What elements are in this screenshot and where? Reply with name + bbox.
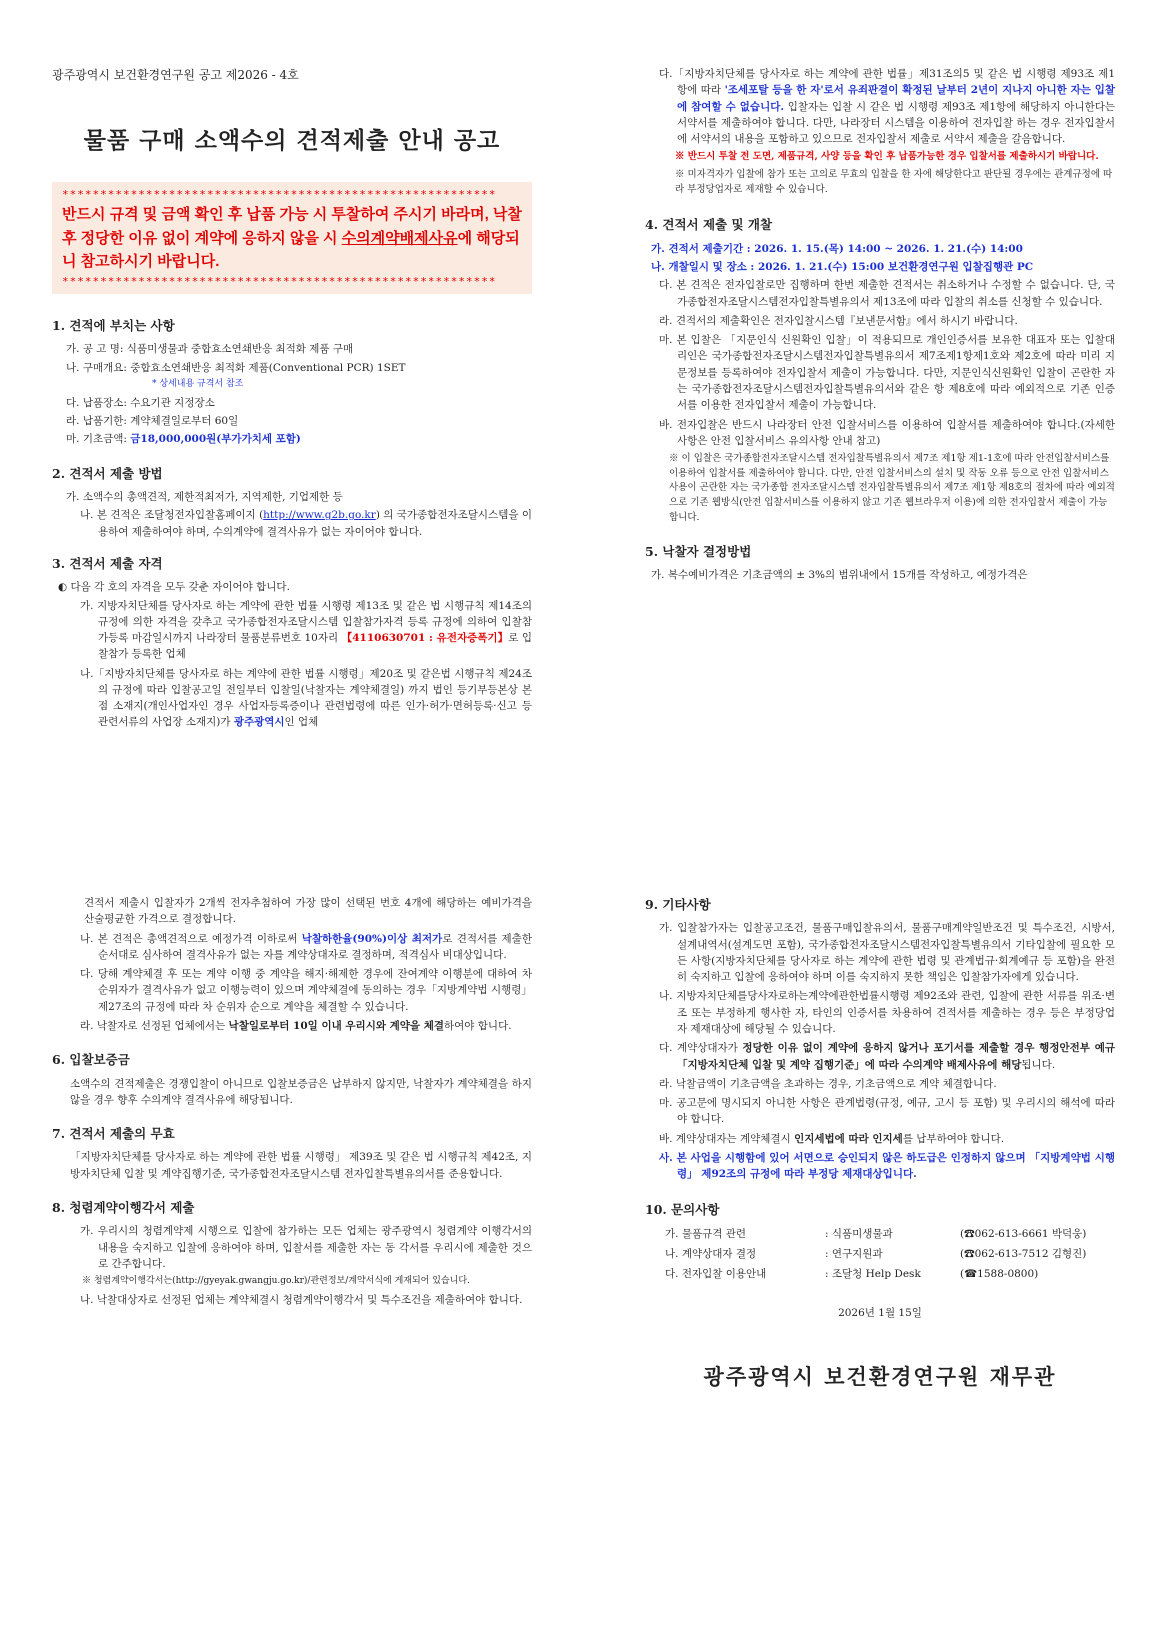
s3-item-da: 다.「지방자치단체를 당사자로 하는 계약에 관한 법률」제31조의5 및 같은 법 시행령 제93조 제1항에 따라 '조세포탈 등을 한 자'로서 유죄판결이 확정된 날부터 2년이 지나지 아니한 자는 입찰에 참여할 수 없습니다. 입찰자는 입찰 시 같은 법 시행령 제93조 제1항에 해당하지 아니한다는 서약서를 제출하여야 합니다. 다만, 나라장터 시스템을 이용하여 전자입찰 하는 경우 전자입찰서에 서약서의 내용을 포함하고 있으므로 전자입찰서 제출로 서약서 제출을 갈음합니다. [659,68,1116,146]
right-column-top [645,66,1115,585]
page-title: 물품 구매 소액수의 견적제출 안내 공고 [83,126,501,154]
s3-lead: ◐ 다음 각 호의 자격을 모두 갖춘 자이어야 합니다. [58,581,290,594]
s1-item-ga: 가. 공 고 명: 식품미생물과 중합효소연쇄반응 최적화 제품 구매 [66,343,354,356]
s9-item-sa: 사. 본 사업을 시행함에 있어 서면으로 승인되지 않은 하도급은 인정하지 않으며 「지방계약법 시행령」 제92조의 규정에 따라 부정당 제재대상입니다. [659,1151,1115,1181]
s4-submission-period: 가. 견적서 제출기간 : 2026. 1. 15.(목) 14:00 ~ 2026. 1. 21.(수) 14:00 [651,242,1023,255]
section-10-heading: 10. 문의사항 [645,1202,720,1218]
s1-item-na: 나. 구매개요: 중합효소연쇄반응 최적화 제품(Conventional PCR) 1SET [66,361,406,374]
left-column-bottom [52,895,532,1311]
left-column-top [52,66,532,734]
contact-row: 나. 계약상대자 결정 : 연구지원과 (☎062-613-7512 김형진) [665,1246,1115,1262]
exclusion-clause: 정당한 이유 없이 계약에 응하지 않거나 포기서를 제출할 경우 행정안전부 예규「지방자치단체 입찰 및 계약 집행기준」에 따라 수의계약 배제사유에 해당 [677,1042,1115,1071]
s3-item-ga: 가. 지방자치단체를 당사자로 하는 계약에 관한 법률 시행령 제13조 및 같은 법 시행규칙 제14조의 규정에 의한 자격을 갖추고 국가종합전자조달시스템 입찰참가자격 등록 규정에 의하여 입찰참가등록 마감일시까지 나라장터 물품분류번호 10자리 【4110630701 : 유전자증폭기】로 입찰참가 등록한 업체 [80,599,532,661]
s2-item-ga: 가. 소액수의 총액견적, 제한적최저가, 지역제한, 기업제한 등 [66,491,343,504]
s1-item-ra: 라. 납품기한: 계약체결일로부터 60일 [66,415,239,428]
section-2-heading: 2. 견적서 제출 방법 [52,465,163,481]
s5-item-ga-cont: 견적서 제출시 입찰자가 2개씩 전자추첨하여 가장 많이 선택된 번호 4개에 해당하는 예비가격을 산술평균한 가격으로 결정합니다. [84,897,532,926]
s8-item-ga: 가. 우리시의 청렴계약제 시행으로 입찰에 참가하는 모든 업체는 광주광역시 청렴계약 이행각서의 내용을 숙지하고 입찰에 응하여야 하며, 입찰서를 제출한 자는 동 각서를 우리시에 제출한 것으로 간주합니다. [80,1225,532,1270]
notice-exclusion-term: 수의계약배제사유 [341,229,458,247]
s1-item-na-note: * 상세내용 규격서 참조 [152,378,244,389]
s5-item-na: 나. 본 견적은 총액견적으로 예정가격 이하로써 낙찰하한율(90%)이상 최저가로 견적서를 제출한 순서대로 심사하여 결격사유가 없는 자를 계약상대자로 결정하며, 적격심사 비대상입니다. [80,932,532,961]
s1-item-da: 다. 납품장소: 수요기관 지정장소 [66,396,215,409]
contact-row: 가. 물품규격 관련 : 식품미생물과 (☎062-613-6661 박덕웅) [665,1226,1115,1242]
s9-item-na: 나. 지방자치단체를당사자로하는계약에관한법률시행령 제92조와 관련, 입찰에 관한 서류를 위조·변조 또는 부정하게 행사한 자, 타인의 인증서를 차용하여 견적서를 제출하는 경우 등은 부정당업자 제재대상에 해당될 수 있습니다. [659,990,1115,1035]
section-7-heading: 7. 견적서 제출의 무효 [52,1126,175,1142]
notice-stars-top: ********************************************************* [62,188,497,202]
base-amount: 금18,000,000원(부가가치세 포함) [130,433,301,446]
s4-item-ba: 바. 전자입찰은 반드시 나라장터 안전 입찰서비스를 이용하여 입찰서를 제출하여야 합니다.(자세한 사항은 안전 입찰서비스 유의사항 안내 참고) [659,418,1115,447]
document-number: 광주광역시 보건환경연구원 공고 제2026 - 4호 [52,68,299,82]
s9-item-ba: 바. 계약상대자는 계약체결시 인지세법에 따라 인지세를 납부하여야 합니다. [659,1132,1005,1145]
s4-item-ma: 마. 본 입찰은 「지문인식 신원확인 입찰」이 적용되므로 개인인증서를 보유한 대표자 또는 입찰대리인은 국가종합전자조달시스템전자입찰특별유의서 제7조제1항제1호와 제2호에 따라 미리 지문정보를 등록하여야 전자입찰서 제출이 가능합니다. 다만, 지문인식신원확인 입찰이 곤란한 자는 국가종합전자조달시스템전자입찰특별유의서와 같은 항 제8호에 따라 예외적으로 기존 인증서를 이용한 전자입찰서 제출이 가능합니다. [659,334,1115,412]
s5-item-ga: 가. 복수예비가격은 기초금액의 ± 3%의 범위내에서 15개를 작성하고, 예정가격은 [651,569,1028,582]
s9-item-ra: 라. 낙찰금액이 기초금액을 초과하는 경우, 기초금액으로 계약 체결합니다. [659,1077,997,1090]
phone-number: (☎1588-0800) [960,1268,1039,1281]
right-column-bottom [645,895,1115,1393]
s4-item-ra: 라. 견적서의 제출확인은 전자입찰시스템『보낸문서함』에서 하시기 바랍니다. [659,314,1018,327]
s5-item-ra: 라. 낙찰자로 선정된 업체에서는 낙찰일로부터 10일 이내 우리시와 계약을 체결하여야 합니다. [80,1019,512,1032]
notice-stars-bottom: ********************************************************* [62,275,497,289]
notice-date: 2026년 1월 15일 [838,1306,922,1319]
section-5-heading: 5. 낙찰자 결정방법 [645,543,752,559]
stamp-tax-clause: 인지세법에 따라 인지세 [794,1132,903,1145]
section-4-heading: 4. 견적서 제출 및 개찰 [645,217,773,233]
s3-note: ※ 미자격자가 입찰에 참가 또는 고의로 무효의 입찰을 한 자에 해당한다고 판단될 경우에는 관계규정에 따라 부정당업자로 제재할 수 있습니다. [675,169,1113,195]
s2-item-na: 나. 본 견적은 조달청전자입찰홈페이지 (http://www.g2b.go.kr) 의 국가종합전자조달시스템을 이용하여 제출하여야 하며, 수의계약에 결격사유가 없는 자이어야 합니다. [80,509,532,538]
lowest-bid-rate: 낙찰하한율(90%)이상 최저가 [301,932,443,945]
tax-evasion-clause: '조세포탈 등을 한 자'로서 유죄판결이 확정된 날부터 2년이 지나지 아니한 자는 입찰에 참여할 수 없습니다. [677,84,1116,113]
contact-row: 다. 전자입찰 이용안내 : 조달청 Help Desk (☎1588-0800) [665,1266,1115,1282]
s6-paragraph: 소액수의 견적제출은 경쟁입찰이 아니므로 입찰보증금은 납부하지 않지만, 낙찰자가 계약체결을 하지 않을 경우 향후 수의계약 결격사유에 해당됩니다. [70,1077,532,1106]
s8-item-na: 나. 낙찰대상자로 선정된 업체는 계약체결시 청렴계약이행각서 및 특수조건을 제출하여야 합니다. [80,1294,523,1307]
issuer-signature: 광주광역시 보건환경연구원 재무관 [703,1363,1057,1389]
g2b-link[interactable]: http://www.g2b.go.kr [263,509,376,522]
s4-opening-schedule: 나. 개찰일시 및 장소 : 2026. 1. 21.(수) 15:00 보건환경연구원 입찰집행관 PC [651,261,1034,274]
s3-warning: ※ 반드시 투찰 전 도면, 제품규격, 사양 등을 확인 후 납품가능한 경우 입찰서를 제출하시기 바랍니다. [675,151,1099,163]
s7-paragraph: 「지방자치단체를 당사자로 하는 계약에 관한 법률 시행령」 제39조 및 같은 법 시행규칙 제42조, 지방자치단체 입찰 및 계약집행기준, 국가종합전자조달시스템 전자입찰특별유의서를 준용합니다. [70,1151,532,1180]
section-1-heading: 1. 견적에 부치는 사항 [52,318,175,334]
phone-number: (☎062-613-6661 박덕웅) [960,1227,1087,1240]
s9-item-da: 다. 계약상대자가 정당한 이유 없이 계약에 응하지 않거나 포기서를 제출할 경우 행정안전부 예규「지방자치단체 입찰 및 계약 집행기준」에 따라 수의계약 배제사유에 해당됩니다. [659,1042,1115,1071]
notice-text: 반드시 규격 및 금액 확인 후 납품 가능 시 투찰하여 주시기 바라며, 낙찰 후 정당한 이유 없이 계약에 응하지 않을 시 수의계약배제사유에 해당되니 참고하시기 바랍니다. [62,206,522,270]
section-3-heading: 3. 견적서 제출 자격 [52,555,163,571]
contract-deadline: 낙찰일로부터 10일 이내 우리시와 계약을 체결 [228,1019,445,1032]
s1-item-ma: 마. 기초금액: 금18,000,000원(부가가치세 포함) [66,433,301,446]
s9-item-ma: 마. 공고문에 명시되지 아니한 사항은 관계법령(규정, 예규, 고시 등 포함) 및 우리시의 해석에 따라야 합니다. [659,1097,1115,1126]
phone-number: (☎062-613-7512 김형진) [960,1248,1087,1260]
section-6-heading: 6. 입찰보증금 [52,1052,130,1068]
product-class-code: 【4110630701 : 유전자증폭기】 [341,632,509,645]
section-8-heading: 8. 청렴계약이행각서 제출 [52,1199,195,1215]
s3-item-na: 나.「지방자치단체를 당사자로 하는 계약에 관한 법률 시행령」제20조 및 같은법 시행규칙 제24조의 규정에 따라 입찰공고일 전일부터 입찰일(낙찰자는 계약체결일) 까지 법인 등기부등본상 본점 소재지(개인사업자인 경우 사업자등록증이나 관련법령에 따른 인가·허가·면허등록·신고 등 관련서류의 사업장 소재지)가 광주광역시인 업체 [80,667,532,729]
section-9-heading: 9. 기타사항 [645,897,711,912]
s4-note: ※ 이 입찰은 국가종합전자조달시스템 전자입찰특별유의서 제7조 제1항 제1-1호에 따라 안전입찰서비스를 이용하여 입찰서를 제출하여야 합니다. 다만, 안전 입찰서비스의 설치 및 작동 오류 등으로 안전 입찰서비스 사용이 곤란한 자는 국가종합 전자조달시스템 전자입찰특별유의서 제7조 제1항 제8호의 절차에 따라 예외적으로 기존 웹방식(안전 입찰서비스를 이용하지 않고 기존 웹브라우저 이용)에 의한 전자입찰서 제출이 가능합니다. [669,453,1115,523]
s9-item-ga: 가. 입찰참가자는 입찰공고조건, 물품구매입찰유의서, 물품구매계약일반조건 및 특수조건, 시방서, 설계내역서(설계도면 포함), 국가종합전자조달시스템전자입찰특별유의서 기타입찰에 필요한 모든 사항(지방자치단체를 당사자로 하는 계약에 관한 법령 및 관계법규·회계예규 등 포함)을 완전히 숙지하고 입찰에 응하여야 하며 이를 숙지하지 못한 책임은 입찰참가자에게 있습니다. [659,922,1115,984]
s5-item-da: 다. 당해 계약체결 후 또는 계약 이행 중 계약을 해지·해제한 경우에 잔여계약 이행분에 대하여 차 순위자가 결격사유가 없고 이행능력이 있으며 계약체결에 동의하는 경우「지방계약법 시행령」제27조의 규정에 따라 차 순위자 순으로 계약을 체결할 수 있습니다. [80,968,532,1013]
warning-notice-box [52,182,532,294]
region-highlight: 광주광역시 [233,716,285,729]
s8-note: ※ 청렴계약이행각서는(http://gyeyak.gwangju.go.kr)/관련정보/계약서식에 게재되어 있습니다. [82,1276,470,1287]
s4-item-da: 다. 본 견적은 전자입찰로만 집행하며 한번 제출한 견적서는 취소하거나 수정할 수 없습니다. 단, 국가종합전자조달시스템전자입찰특별유의서 제13조에 따라 입찰의 취소를 신청할 수 있습니다. [659,279,1115,308]
